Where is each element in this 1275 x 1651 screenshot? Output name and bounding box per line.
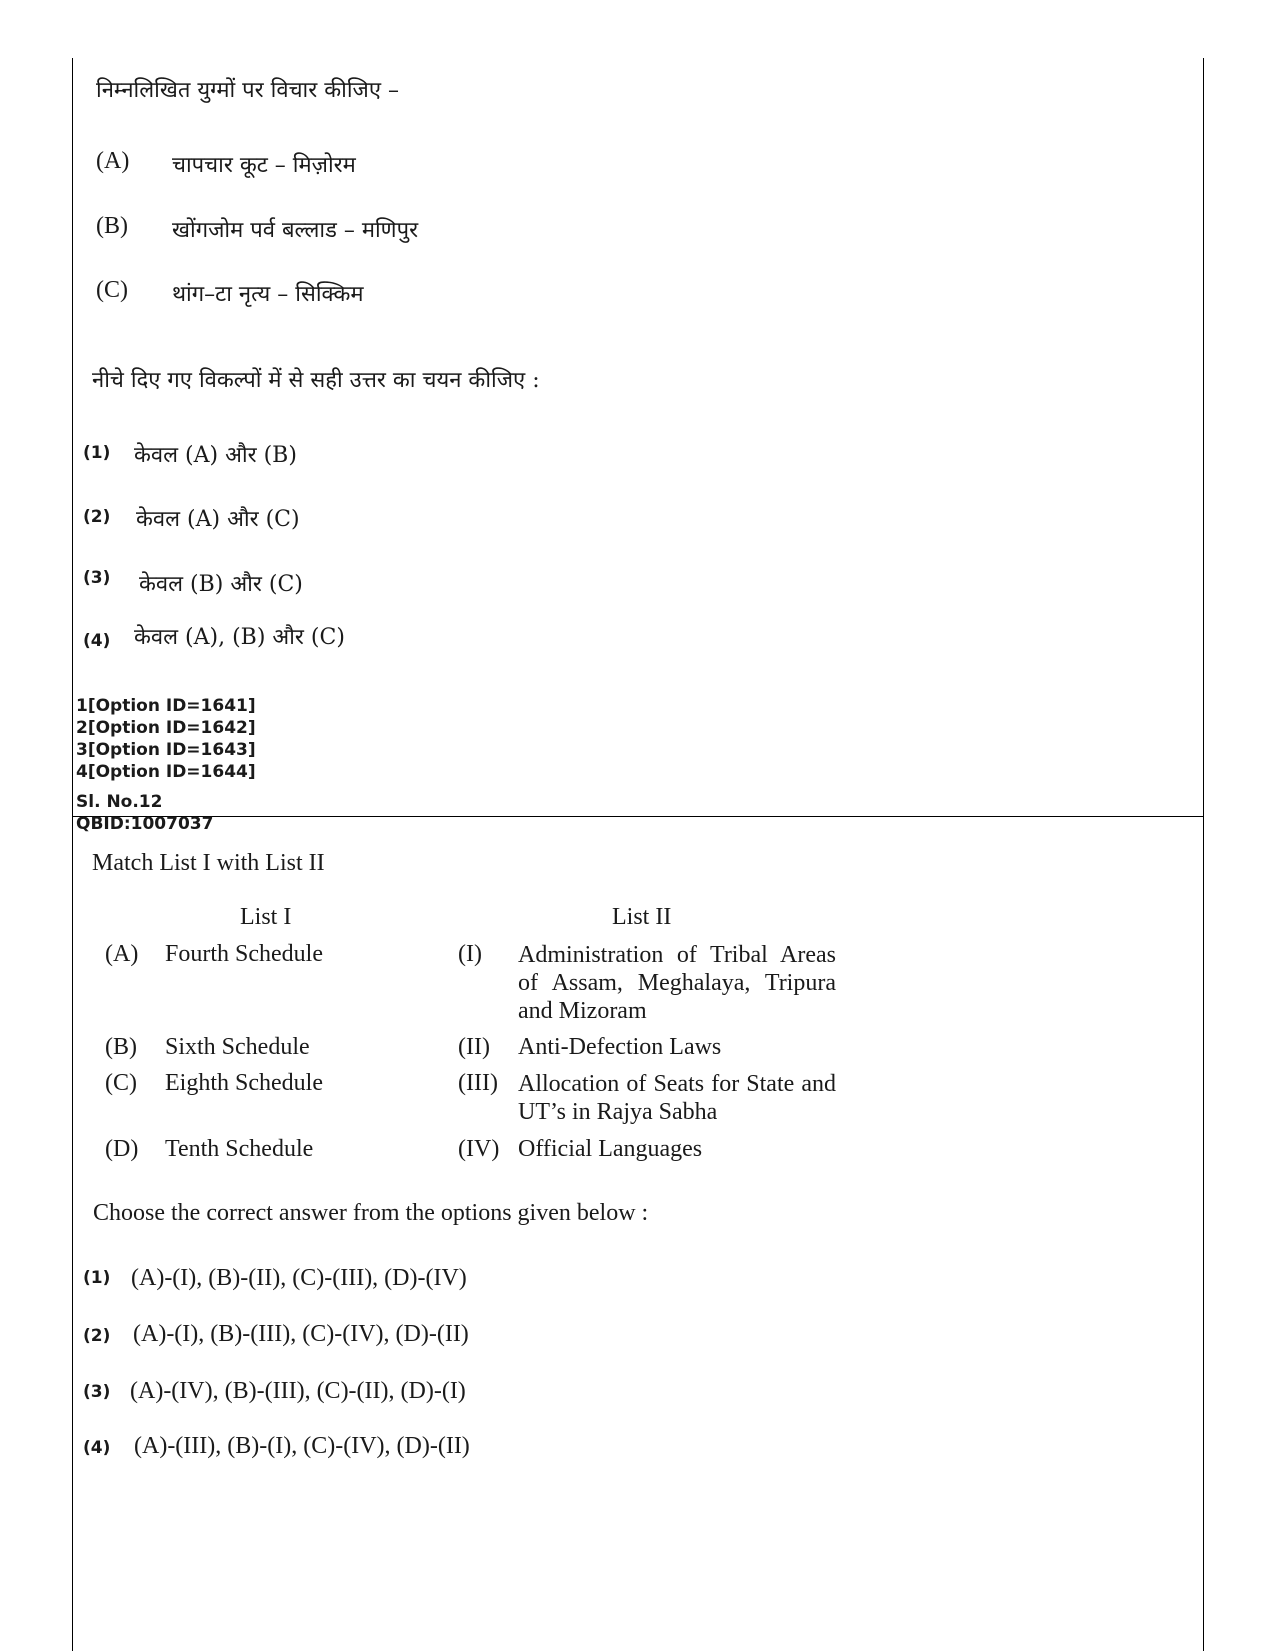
q12-option-1-text[interactable]: (A)-(I), (B)-(II), (C)-(III), (D)-(IV): [131, 1265, 467, 1291]
serial-number: Sl. No.12: [76, 792, 163, 812]
q11-option-3-number: (3): [83, 568, 111, 588]
q11-option-4-text[interactable]: केवल (A), (B) और (C): [134, 625, 345, 650]
option-id-4: 4[Option ID=1644]: [76, 762, 256, 782]
question-divider: [72, 816, 1204, 817]
q12-option-4-number: (4): [83, 1438, 111, 1458]
q12-option-4-text[interactable]: (A)-(III), (B)-(I), (C)-(IV), (D)-(II): [134, 1433, 470, 1459]
list1-row-c-label: (C): [105, 1070, 137, 1096]
list1-row-d-label: (D): [105, 1136, 139, 1162]
q11-pair-c-text: थांग–टा नृत्य – सिक्किम: [172, 282, 364, 307]
qbid: QBID:1007037: [76, 814, 214, 834]
list1-row-a-label: (A): [105, 941, 139, 967]
q12-option-2-text[interactable]: (A)-(I), (B)-(III), (C)-(IV), (D)-(II): [133, 1321, 469, 1347]
q11-option-1-text[interactable]: केवल (A) और (B): [134, 443, 297, 468]
page-border-left: [72, 58, 73, 1651]
q11-pair-b-label: (B): [96, 213, 128, 239]
page-border-right: [1203, 58, 1204, 1651]
q11-pair-c-label: (C): [96, 277, 128, 303]
list1-header: List I: [240, 904, 292, 930]
q11-option-1-number: (1): [83, 443, 111, 463]
q11-pair-a-label: (A): [96, 148, 130, 174]
list1-row-d-text: Tenth Schedule: [165, 1136, 314, 1162]
q11-option-ids: [76, 695, 256, 783]
option-id-2: 2[Option ID=1642]: [76, 718, 256, 738]
option-id-1: 1[Option ID=1641]: [76, 696, 256, 716]
q11-pair-b-text: खोंगजोम पर्व बल्लाड – मणिपुर: [172, 218, 419, 243]
list1-row-b-text: Sixth Schedule: [165, 1034, 310, 1060]
list2-row-iii-label: (III): [458, 1070, 498, 1096]
list2-row-iii-text: Allocation of Seats for State and UT’s in Rajya Sabha: [518, 1071, 836, 1125]
q11-option-4-number: (4): [83, 631, 111, 651]
q11-option-3-text[interactable]: केवल (B) और (C): [139, 572, 303, 597]
q11-pair-a-text: चापचार कूट – मिज़ोरम: [172, 153, 356, 178]
list2-row-ii-label: (II): [458, 1034, 490, 1060]
list2-header: List II: [612, 904, 672, 930]
option-id-3: 3[Option ID=1643]: [76, 740, 256, 760]
list2-row-iv-text: Official Languages: [518, 1136, 703, 1162]
list1-row-b-label: (B): [105, 1034, 137, 1060]
q12-option-3-number: (3): [83, 1382, 111, 1402]
q11-option-2-text[interactable]: केवल (A) और (C): [136, 507, 300, 532]
q11-instruction: नीचे दिए गए विकल्पों में से सही उत्तर का चयन कीजिए :: [92, 368, 540, 393]
q12-option-3-text[interactable]: (A)-(IV), (B)-(III), (C)-(II), (D)-(I): [130, 1378, 466, 1404]
q12-option-2-number: (2): [83, 1326, 111, 1346]
q12-header: [76, 791, 213, 835]
list2-row-i-label: (I): [458, 941, 482, 967]
q11-option-2-number: (2): [83, 507, 111, 527]
q12-stem: Match List I with List II: [92, 850, 325, 876]
list1-row-c-text: Eighth Schedule: [165, 1070, 323, 1096]
list2-row-iv-label: (IV): [458, 1136, 500, 1162]
q11-stem: निम्नलिखित युग्मों पर विचार कीजिए –: [96, 78, 400, 103]
list2-row-ii-text: Anti-Defection Laws: [518, 1034, 722, 1060]
q12-instruction: Choose the correct answer from the options given below :: [93, 1200, 649, 1226]
list1-row-a-text: Fourth Schedule: [165, 941, 323, 967]
q12-option-1-number: (1): [83, 1268, 111, 1288]
list2-row-i-text: Administration of Tribal Areas of Assam, Meghalaya, Tripura and Mizoram: [518, 942, 836, 1024]
